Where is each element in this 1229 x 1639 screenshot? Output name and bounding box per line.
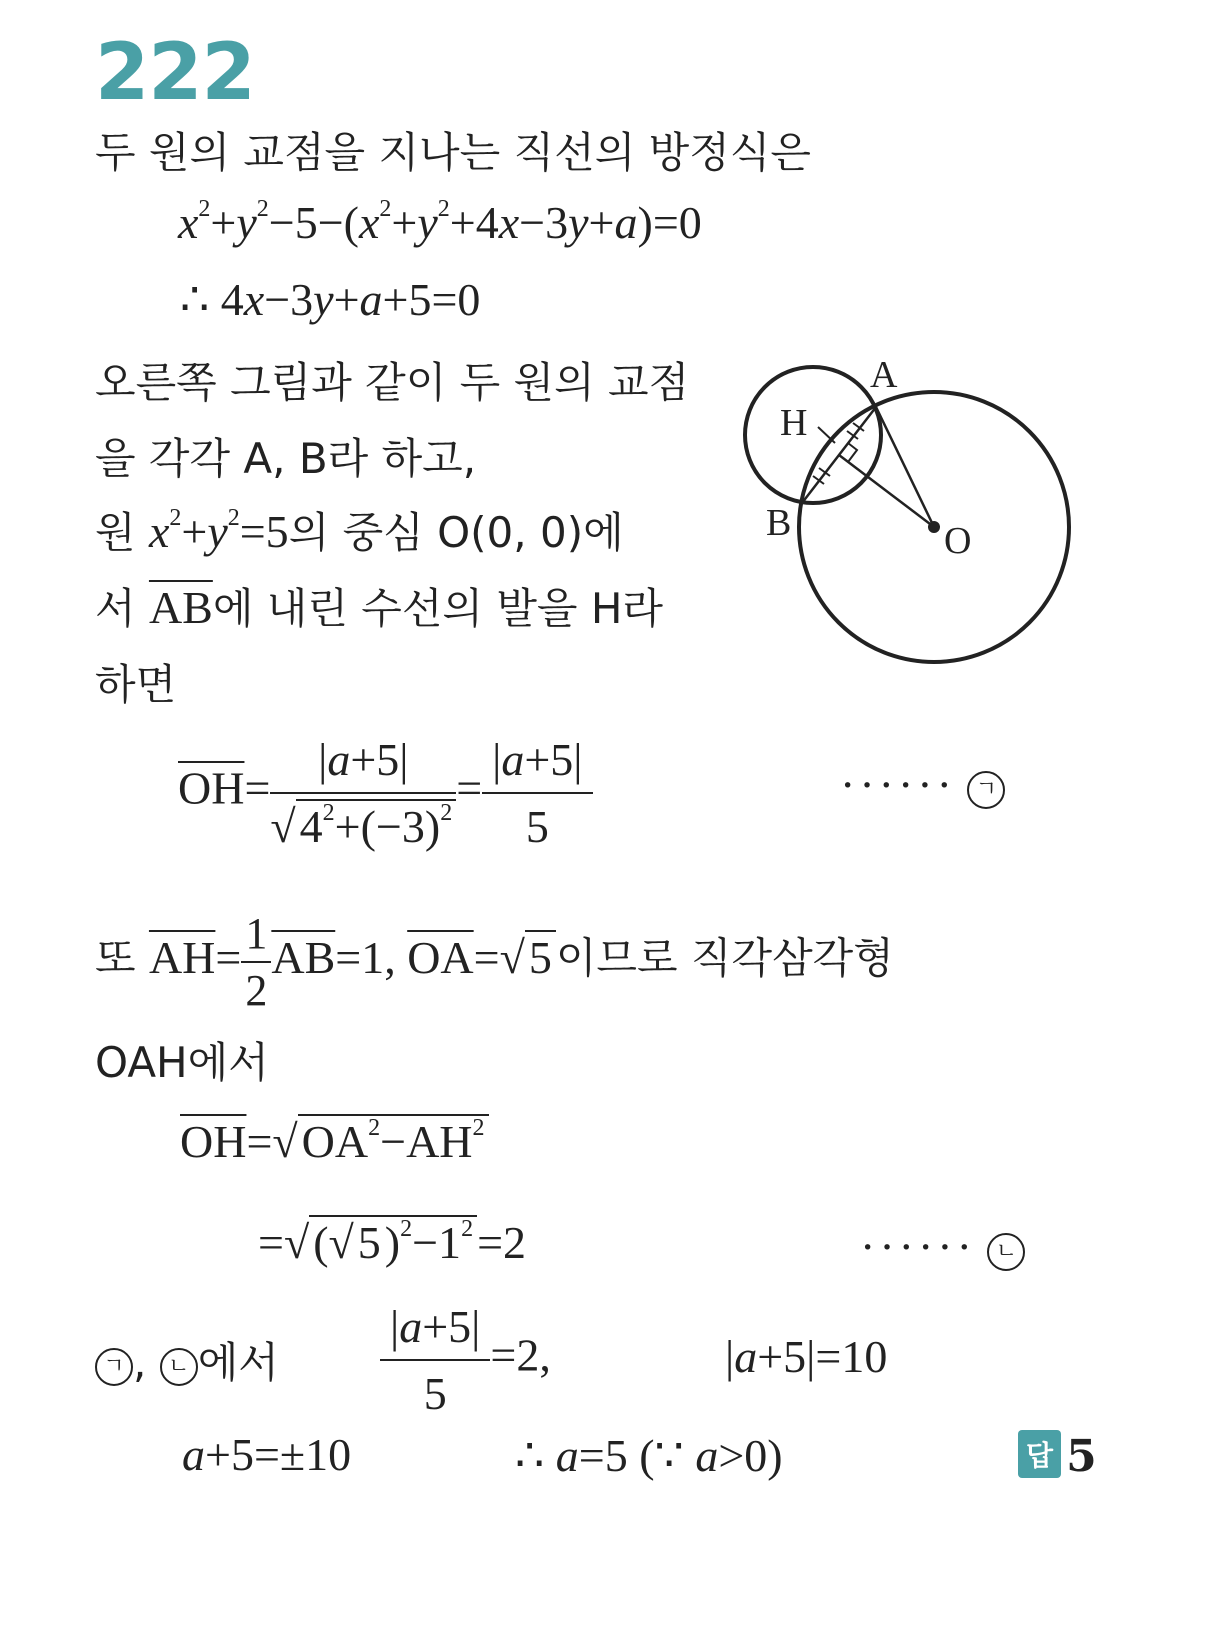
intro-text: 두 원의 교점을 지나는 직선의 방정식은 xyxy=(95,128,811,177)
right-angle-mark xyxy=(848,443,857,462)
problem-number: 222 xyxy=(95,28,255,118)
marker-1: ㄱ xyxy=(967,771,1005,809)
marker-2: ㄴ xyxy=(987,1233,1025,1271)
equation-line-2: ∴ 4x−3y+a+5=0 xyxy=(180,274,481,325)
equation-line-1: $x^2+y^2-5-(x^2+y^2+4x-3y+a)=0$ xyxy=(178,196,702,248)
oh-distance-equation: $\overline{OH}=$ $\frac{|a+5|}{√4^2+(-3)^2}$ = $\frac{|a+5|}{5}$ xyxy=(178,733,593,853)
segment-oa xyxy=(876,407,934,527)
label-o: O xyxy=(944,520,972,562)
oh-pythagoras-line-2: $=√(√5)^2-1^2=2$ xyxy=(258,1216,527,1268)
desc-line-2: 을 각각 A, B라 하고, xyxy=(95,434,477,483)
answer-label: 답 xyxy=(1018,1430,1061,1478)
small-circle xyxy=(745,367,881,503)
desc-line-3: 원 $x^2+y^2=5$의 중심 O(0, 0)에 xyxy=(95,505,624,557)
answer-value: 5 xyxy=(1066,1431,1097,1482)
marker-2-line: ······ ㄴ xyxy=(860,1220,1025,1273)
label-h: H xyxy=(780,402,808,444)
label-b: B xyxy=(766,502,792,544)
center-point-o xyxy=(928,521,940,533)
combine-label: ㄱ , ㄴ 에서 xyxy=(95,1330,279,1390)
marker-1-line: ······ ㄱ xyxy=(840,758,1005,811)
combine-equation-1: $\frac{|a+5|}{5}$ =2, xyxy=(380,1300,551,1420)
circles-figure xyxy=(730,345,1090,685)
final-equation-1: a+5=±10 xyxy=(182,1429,352,1480)
h-pointer xyxy=(818,427,835,443)
oah-line: OAH에서 xyxy=(95,1038,269,1087)
answer-area xyxy=(1018,1430,1097,1482)
oh-pythagoras-line-1: $\overline{OH}=√OA^2-\overline{AH}^2$ xyxy=(180,1115,489,1168)
also-line: 또 $\overline{AH}=$ $\frac{1}{2}$ $\overline{AB}=1$, $\overline{OA}=√5$이므로 직각삼각형 xyxy=(95,909,894,1015)
combine-equation-2: |a+5|=10 xyxy=(725,1331,888,1382)
label-a: A xyxy=(870,354,898,396)
final-equation-2: ∴ a=5 (∵ a>0) xyxy=(515,1430,783,1481)
desc-line-4: 서 $\overline{AB}$에 내린 수선의 발을 H라 xyxy=(95,582,663,633)
desc-line-5: 하면 xyxy=(95,660,177,709)
desc-line-1: 오른쪽 그림과 같이 두 원의 교점 xyxy=(95,358,690,407)
